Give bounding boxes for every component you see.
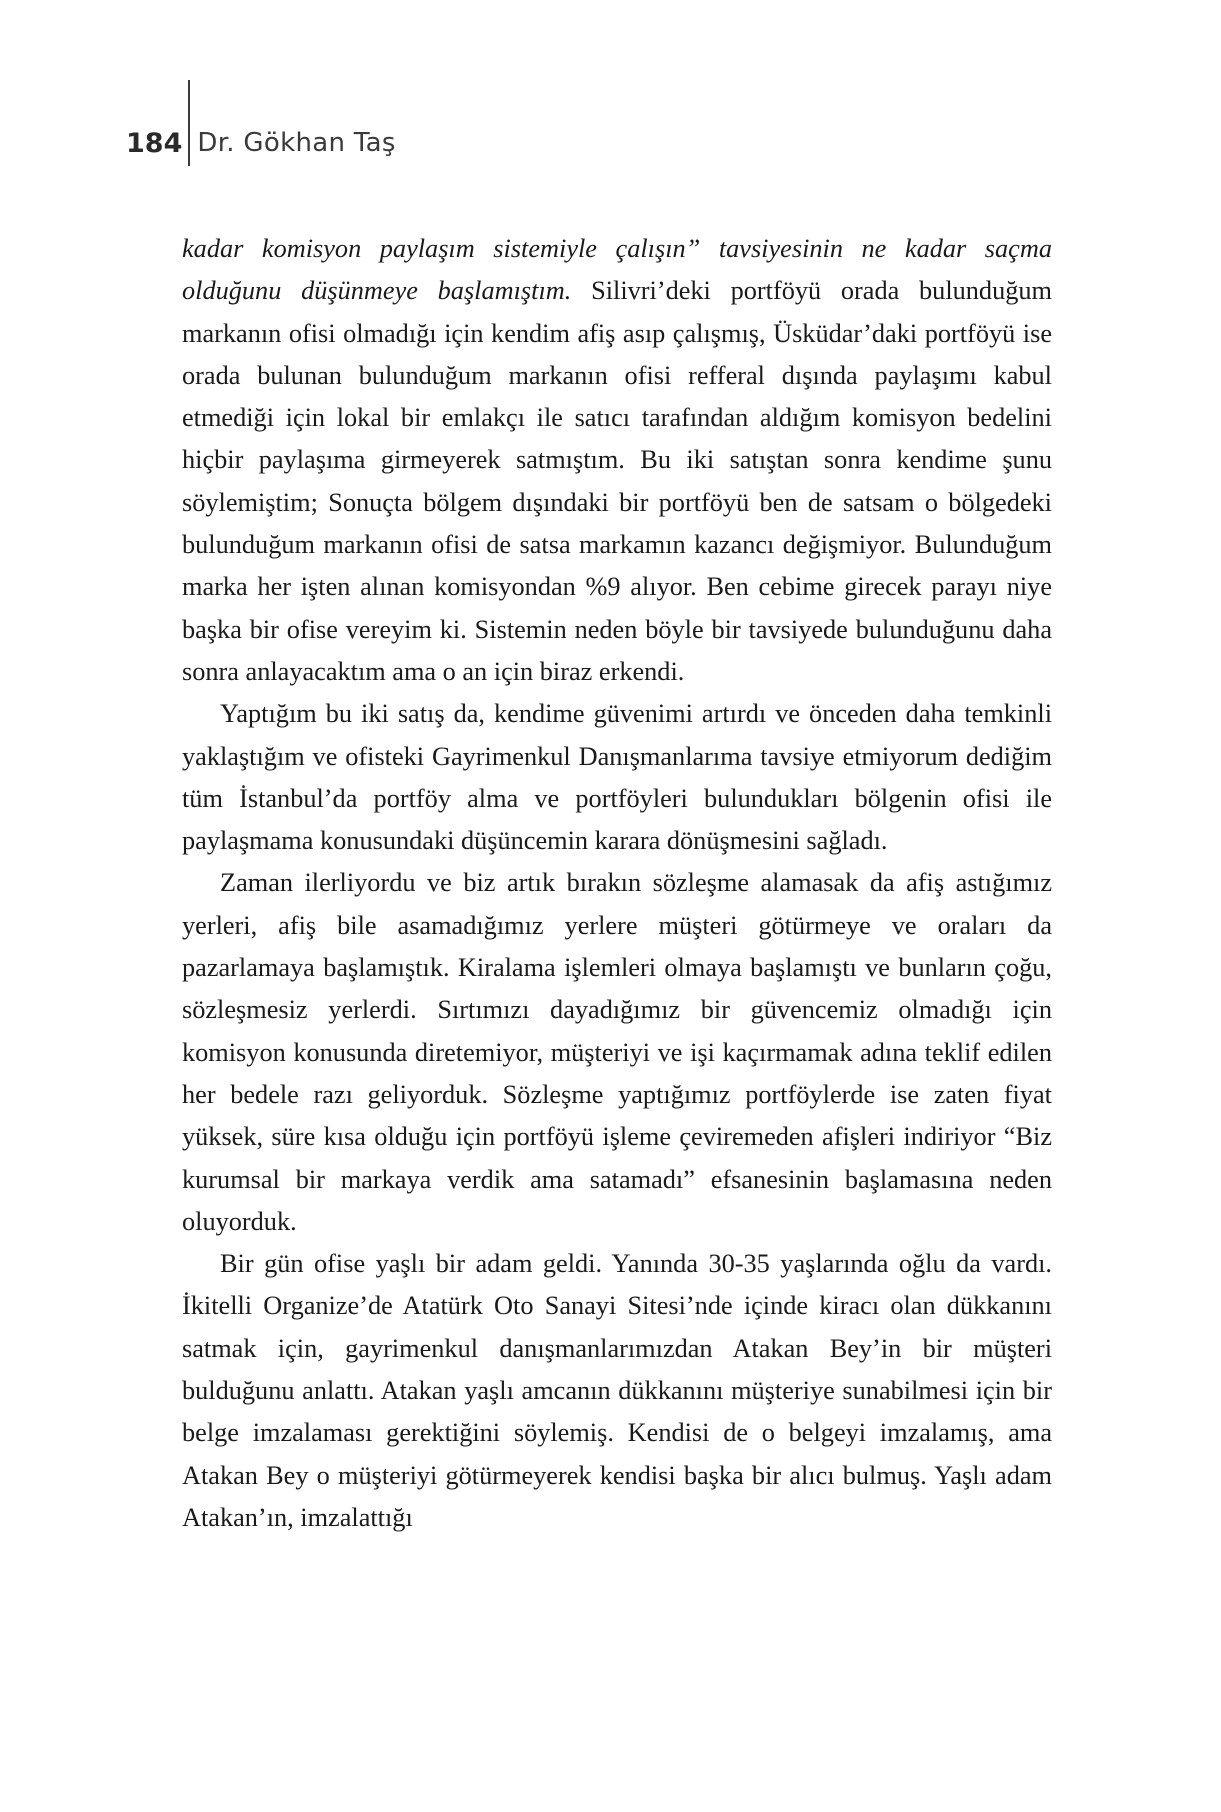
paragraph-italic-lead: kadar komisyon paylaşım sistemiyle çalışın” tavsiyesinin ne kadar saçma olduğunu düşünmeye başlamıştım. bbox=[182, 234, 1052, 306]
paragraph-3: Zaman ilerliyordu ve biz artık bırakın sözleşme alamasak da afiş astığımız yerleri, afiş bile asamadığımız yerlere müşteri götürmeye ve oraları da pazarlamaya başlamıştık. Kiralama işlemleri olmaya başlamıştı ve bunların çoğu, sözleşmesiz yerlerdi. Sırtımızı dayadığımız bir güvencemiz olmadığı için komisyon konusunda diretemiyor, müşteriyi ve işi kaçırmamak adına teklif edilen her bedele razı geliyorduk. Sözleşme yaptığımız portföylerde ise zaten fiyat yüksek, süre kısa olduğu için portföyü işleme çeviremeden afişleri indiriyor “Biz kurumsal bir markaya verdik ama satamadı” efsanesinin başlamasına neden oluyorduk. bbox=[182, 868, 1052, 1236]
paragraph-1 bbox=[182, 228, 1052, 693]
body-text bbox=[182, 228, 1052, 1539]
paragraph-text: Silivri’deki portföyü orada bulunduğum markanın ofisi olmadığı için kendim afiş asıp çalışmış, Üsküdar’daki portföyü ise orada bulunan bulunduğum markanın ofisi refferal dışında paylaşımı kabul etmediği için lokal bir emlakçı ile satıcı tarafından aldığım komisyon bedelini hiçbir paylaşıma girmeyerek satmıştım. Bu iki satıştan sonra kendime şunu söylemiştim; Sonuçta bölgem dışındaki bir portföyü ben de satsam o bölgedeki bulunduğum markanın ofisi de satsa markamın kazancı değişmiyor. Bulunduğum marka her işten alınan komisyondan %9 alıyor. Ben cebime girecek parayı niye başka bir ofise vereyim ki. Sistemin neden böyle bir tavsiyede bulunduğunu daha sonra anlayacaktım ama o an için biraz erkendi. bbox=[182, 276, 1052, 686]
running-header-author: Dr. Gökhan Taş bbox=[197, 128, 396, 158]
paragraph-2: Yaptığım bu iki satış da, kendime güvenimi artırdı ve önceden daha temkinli yaklaştığım ve ofisteki Gayrimenkul Danışmanlarıma tavsiye etmiyorum dediğim tüm İstanbul’da portföy alma ve portföyleri bulundukları bölgenin ofisi ile paylaşmama konusundaki düşüncemin karara dönüşmesini sağladı. bbox=[182, 699, 1052, 856]
page-number: 184 bbox=[126, 127, 183, 159]
header-divider bbox=[188, 80, 190, 166]
running-header bbox=[126, 80, 396, 166]
paragraph-4: Bir gün ofise yaşlı bir adam geldi. Yanında 30-35 yaşlarında oğlu da vardı. İkitelli Organize’de Atatürk Oto Sanayi Sitesi’nde içinde kiracı olan dükkanını satmak için, gayrimenkul danışmanlarımızdan Atakan Bey’in bir müşteri bulduğunu anlattı. Atakan yaşlı amcanın dükkanını müşteriye sunabilmesi için bir belge imzalaması gerektiğini söylemiş. Kendisi de o belgeyi imzalamış, ama Atakan Bey o müşteriyi götürmeyerek kendisi başka bir alıcı bulmuş. Yaşlı adam Atakan’ın, imzalattığı bbox=[182, 1249, 1052, 1532]
